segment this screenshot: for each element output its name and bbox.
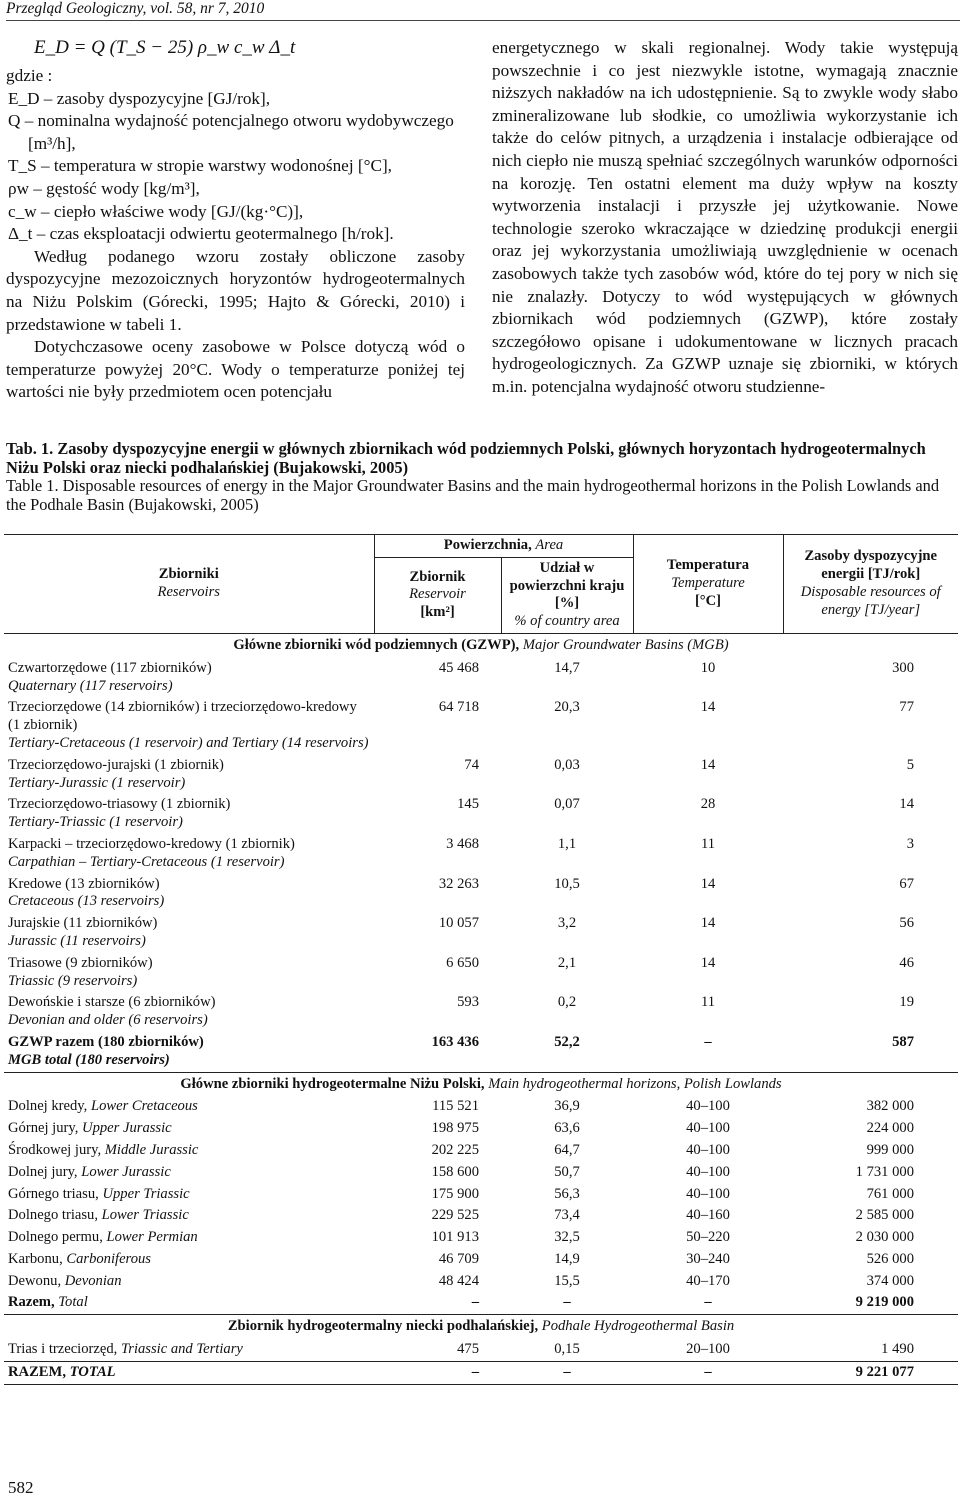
reservoir-name: Karbonu, Carboniferous [8,1250,151,1267]
header-resources: Zasoby dyspozycyjne energii [TJ/rok] Disposable resources of energy [TJ/year] [783,535,958,634]
area-value: 45 468 [438,659,479,676]
resources-value: 3 [906,835,914,852]
table-row [4,1140,958,1162]
resources-value: 14 [899,796,914,813]
header-reservoir-area: Zbiornik Reservoir [km²] [374,557,501,633]
share-value: – [563,1294,571,1311]
table-row [4,1205,958,1227]
reservoir-name: Triasowe (9 zbiorników) Triassic (9 reservoirs) [8,954,153,989]
temperature-value: 40–100 [686,1185,730,1202]
resources-value: 77 [899,699,914,716]
table-body [4,633,958,1384]
section-header-row [4,1072,958,1096]
temperature-value: 14 [700,954,716,971]
reservoir-name: Dewonu, Devonian [8,1272,122,1289]
area-value: 32 263 [438,875,479,892]
area-value: 145 [457,796,479,813]
area-value: 64 718 [438,699,479,716]
temperature-value: 40–100 [686,1098,730,1115]
table-row [4,1184,958,1206]
paragraph: Według podanego wzoru zostały obliczone zasoby dyspozycyjne mezozoicznych horyzontów hydrogeotermalnych na Niżu Polskim (Górecki, 1995; Hajto & Górecki, 2010) i przedstawione w tabeli 1. [6,246,465,334]
temperature-value: 14 [700,699,716,716]
reservoir-name: Czwartorzędowe (117 zbiorników) Quaternary (117 reservoirs) [8,659,212,694]
area-value: 475 [457,1341,479,1358]
temperature-value: 14 [700,875,716,892]
area-value: 593 [457,994,479,1011]
table-row [4,1339,958,1361]
share-value: 36,9 [554,1098,580,1115]
reservoir-name: Dolnego permu, Lower Permian [8,1229,198,1246]
resources-value: 526 000 [866,1250,914,1267]
temperature-value: 40–170 [686,1272,730,1289]
reservoir-name: Dolnej jury, Lower Jurassic [8,1163,171,1180]
legend-intro: gdzie : [6,66,53,85]
share-value: 0,03 [554,756,580,773]
temperature-value: 50–220 [686,1229,730,1246]
share-value: 14,7 [554,659,580,676]
share-value: 2,1 [557,954,577,971]
area-value: 158 600 [431,1163,479,1180]
resources-value: 1 490 [881,1341,914,1358]
table-row [4,1096,958,1118]
left-column [6,37,465,404]
reservoir-name: Razem, Total [8,1294,88,1311]
section-title: Zbiornik hydrogeotermalny niecki podhalańskiej, Podhale Hydrogeothermal Basin [4,1315,958,1339]
section-title: Główne zbiorniki hydrogeotermalne Niżu Polski, Main hydrogeothermal horizons, Polish Lowlands [4,1072,958,1096]
right-column [492,37,958,399]
resources-table [4,534,958,1385]
table-row [4,834,958,874]
temperature-value: 11 [700,994,716,1011]
table-row [4,1292,958,1314]
legend-item: E_D – zasoby dyspozycyjne [GJ/rok], [8,88,271,108]
resources-value: 587 [892,1033,914,1050]
reservoir-name: Dolnej kredy, Lower Cretaceous [8,1098,198,1115]
reservoir-name: Jurajskie (11 zbiorników) Jurassic (11 reservoirs) [8,915,158,949]
resources-value: 382 000 [866,1098,914,1115]
reservoir-name: Trias i trzeciorzęd, Triassic and Tertiary [8,1341,243,1358]
area-value: 46 709 [438,1250,479,1267]
resources-value: 19 [899,994,914,1011]
table-row [4,794,958,834]
reservoir-name: GZWP razem (180 zbiorników) MGB total (180 reservoirs) [8,1033,204,1068]
caption-english: Table 1. Disposable resources of energy in the Major Groundwater Basins and the main hydrogeothermal horizons in the Polish Lowlands and the Podhale Basin (Bujakowski, 2005) [6,476,940,514]
share-value: 14,9 [554,1250,580,1267]
share-value: 1,1 [557,835,577,852]
temperature-value: 40–100 [686,1120,730,1137]
reservoir-name: Górnego triasu, Upper Triassic [8,1185,190,1202]
legend-item: ρw – gęstość wody [kg/m³], [8,178,200,198]
temperature-value: 30–240 [686,1250,730,1267]
section-header-row [4,633,958,657]
resources-value: 1 731 000 [855,1163,914,1180]
table-caption [6,440,960,514]
resources-value: 224 000 [866,1120,914,1137]
area-value: 6 650 [446,954,479,971]
paragraph: energetycznego w skali regionalnej. Wody takie występują powszechnie i co jest niezwykle istotne, wymagają znacznie niższych nakładów na ich udostępnienie. Są to zwykle wody słabo zmineralizowane lub słodkie, co umożliwia wykorzystanie ich także do celów pitnych, a urządzenia i instalacje odbierające od nich ciepło nie muszą spełniać szczególnych warunków odporności na korozję. Ten ostatni element ma duży wpływ na koszty wytworzenia instalacji i przyszłe jej użytkowanie. Nowe technologie szeroko wkraczające w dziedzinę produkcji energii oraz jej wykorzystania umożliwiają uwzględnienie w ocenach zasobowych także tych zasobów wód, które do tej pory w nich się nie znalazły. Dotyczy to wód występujących w głównych zbiornikach wód podziemnych (GZWP), które zostały szczegółowo opisane i udokumentowane w licznych pracach hydrogeologicznych. Za GZWP uznaje się zbiorniki, w których m.in. potencjalna wydajność otworu studzienne- [492,38,958,396]
temperature-value: 10 [700,659,716,676]
share-value: 56,3 [554,1185,580,1202]
share-value: 63,6 [554,1120,580,1137]
table-row [4,913,958,953]
legend-item: Δ_t – czas eksploatacji odwiertu geotermalnego [h/rok]. [8,224,394,244]
legend-item: Q – nominalna wydajność potencjalnego otworu wydobywczego [m³/h], [8,111,454,153]
header-reservoirs: Zbiorniki Reservoirs [157,566,220,600]
paragraph: Dotychczasowe oceny zasobowe w Polsce dotyczą wód o temperaturze powyżej 20°C. Wody o temperaturze poniżej tej wartości nie były przedmiotem ocen potencjału [6,337,465,402]
share-value: 50,7 [554,1163,580,1180]
table-row [4,755,958,795]
temperature-value: 20–100 [686,1341,730,1358]
share-value: 15,5 [554,1272,580,1289]
share-value: 73,4 [554,1207,580,1224]
grand-total-row [4,1361,958,1384]
area-value: 198 975 [431,1120,479,1137]
reservoir-name: Dewońskie i starsze (6 zbiorników) Devonian and older (6 reservoirs) [8,994,216,1029]
temperature-value: 40–100 [686,1163,730,1180]
resources-value: 56 [899,915,914,932]
resources-value: 374 000 [866,1272,914,1289]
share-value: 0,15 [554,1341,580,1358]
table-row [4,1118,958,1140]
resources-value: 999 000 [866,1141,914,1158]
table-row [4,1271,958,1293]
resources-value: 2 585 000 [855,1207,914,1224]
resources-value: 46 [899,954,914,971]
table-row [4,1227,958,1249]
reservoir-name: Górnej jury, Upper Jurassic [8,1120,172,1137]
legend-item: T_S – temperatura w stropie warstwy wodonośnej [°C], [8,156,392,176]
area-value: 115 521 [432,1098,479,1115]
reservoir-name: Kredowe (13 zbiorników) Cretaceous (13 reservoirs) [8,875,165,910]
share-value: 52,2 [554,1033,580,1050]
running-header: Przegląd Geologiczny, vol. 58, nr 7, 2010 [6,0,960,21]
table-row [4,697,958,754]
legend-item: c_w – ciepło właściwe wody [GJ/(kg·°C)], [8,201,304,221]
area-value: 202 225 [431,1141,479,1158]
reservoir-name: RAZEM, TOTAL [4,1361,374,1384]
reservoir-name: Trzeciorzędowe (14 zbiorników) i trzeciorzędowo-kredowy (1 zbiornik) Tertiary-Cretaceous (1 reservoir) and Tertiary (14 reservoirs) [8,699,369,751]
temperature-value: 40–100 [686,1141,730,1158]
share-value: 64,7 [554,1141,580,1158]
header-country-share: Udział w powierzchni kraju [%] % of country area [501,557,633,633]
section-title: Główne zbiorniki wód podziemnych (GZWP), Major Groundwater Basins (MGB) [4,633,958,657]
share-value: 32,5 [554,1229,580,1246]
area-value: 74 [464,756,479,773]
area-value: 48 424 [438,1272,479,1289]
table-row [4,1162,958,1184]
temperature-value: 40–160 [686,1207,730,1224]
table-row [4,992,958,1032]
temperature-value: – [633,1361,783,1384]
temperature-value: 14 [700,756,716,773]
reservoir-name: Trzeciorzędowo-triasowy (1 zbiornik) Tertiary-Triassic (1 reservoir) [8,796,231,831]
share-value: 3,2 [557,915,577,932]
header-area: Powierzchnia, Area [374,535,633,558]
temperature-value: 11 [700,835,716,852]
resources-value: 9 219 000 [855,1294,914,1311]
page-number: 582 [8,1478,34,1497]
table-row [4,953,958,993]
temperature-value: 28 [700,796,716,813]
resources-value: 67 [899,875,914,892]
area-value: 3 468 [446,835,479,852]
energy-formula: E_D = Q (T_S − 25) ρ_w c_w Δ_t [34,37,296,58]
section-header-row [4,1315,958,1339]
resources-value: 761 000 [866,1185,914,1202]
area-value: 10 057 [438,915,479,932]
share-value: 0,07 [554,796,580,813]
area-value: 101 913 [431,1229,479,1246]
share-value: 0,2 [557,994,577,1011]
resources-value: 2 030 000 [855,1229,914,1246]
area-value: 175 900 [431,1185,479,1202]
area-value: – [374,1361,501,1384]
symbol-legend [6,88,465,246]
temperature-value: 14 [700,915,716,932]
table-row [4,658,958,698]
reservoir-name: Dolnego triasu, Lower Triassic [8,1207,189,1224]
temperature-value: – [704,1294,712,1311]
area-value: – [471,1294,479,1311]
share-value: – [501,1361,633,1384]
reservoir-name: Środkowej jury, Middle Jurassic [8,1141,199,1158]
table-row [4,1032,958,1072]
resources-value: 5 [906,756,914,773]
share-value: 10,5 [554,875,580,892]
area-value: 229 525 [431,1207,479,1224]
share-value: 20,3 [554,699,580,716]
reservoir-name: Karpacki – trzeciorzędowo-kredowy (1 zbiornik) Carpathian – Tertiary-Cretaceous (1 reservoir) [8,835,295,870]
resources-value: 300 [892,659,914,676]
table-row [4,874,958,914]
header-temperature: Temperatura Temperature [°C] [633,535,783,634]
area-value: 163 436 [431,1033,479,1050]
reservoir-name: Trzeciorzędowo-jurajski (1 zbiornik) Tertiary-Jurassic (1 reservoir) [8,756,224,791]
table-row [4,1249,958,1271]
temperature-value: – [704,1033,712,1050]
caption-polish: Tab. 1. Zasoby dyspozycyjne energii w głównych zbiornikach wód podziemnych Polski, głównych horyzontach hydrogeotermalnych Niżu Polski oraz niecki podhalańskiej (Bujakowski, 2005) [6,439,926,477]
resources-value: 9 221 077 [783,1361,958,1384]
